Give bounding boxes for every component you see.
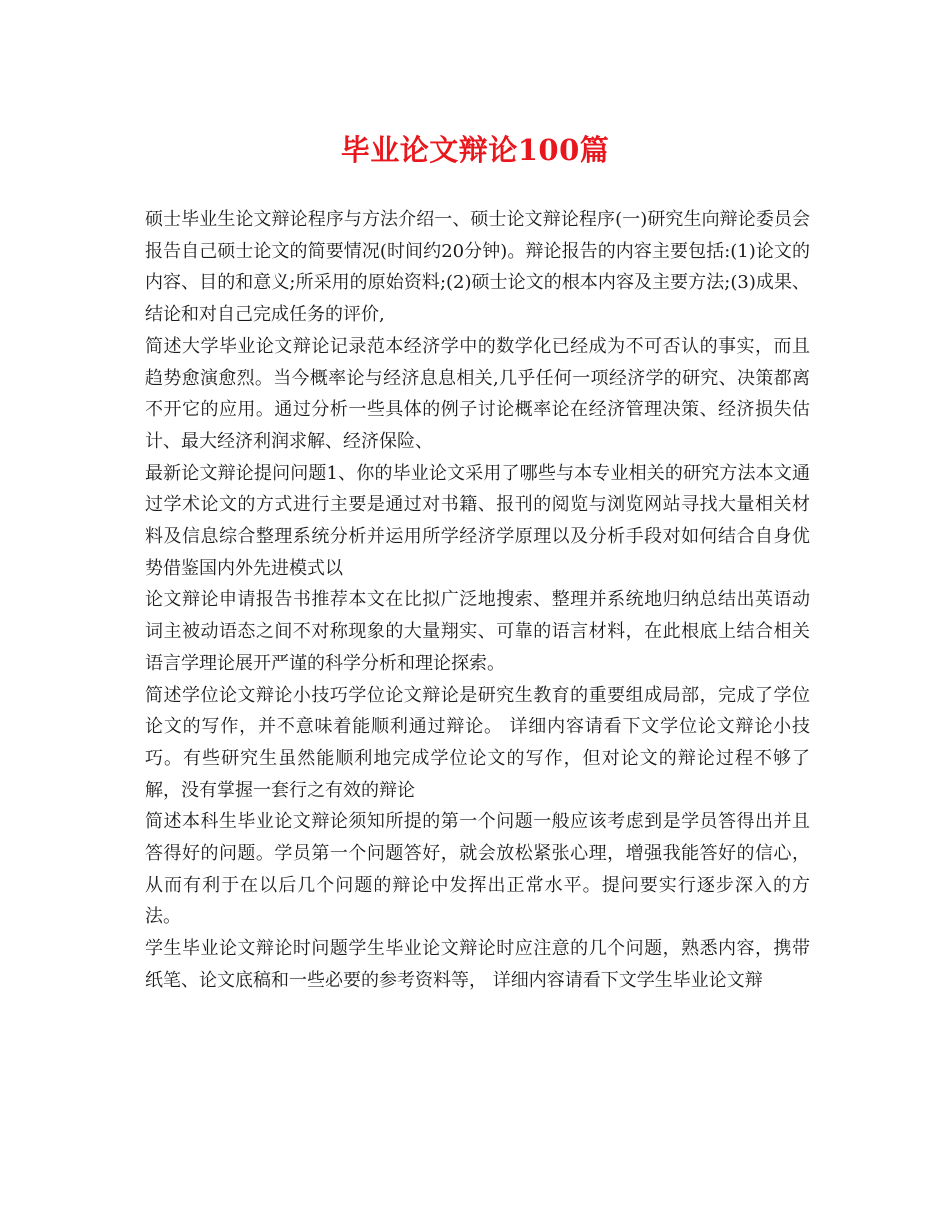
paragraph-2: 简述大学毕业论文辩论记录范本经济学中的数学化已经成为不可否认的事实，而且趋势愈演愈烈。当今概率论与经济息息相关,几乎任何一项经济学的研究、决策都离不开它的应用。通过分析一些具体的例子讨论概率论在经济管理决策、经济损失估计、最大经济利润求解、经济保险、 [145, 335, 810, 452]
document-title: 毕业论文辩论100篇 [340, 133, 610, 167]
paragraph-4: 论文辩论申请报告书推荐本文在比拟广泛地搜索、整理并系统地归纳总结出英语动词主被动语态之间不对称现象的大量翔实、可靠的语言材料，在此根底上结合相关语言学理论展开严谨的科学分析和理论探索。 [145, 589, 810, 674]
paragraph-6: 简述本科生毕业论文辩论须知所提的第一个问题一般应该考虑到是学员答得出并且答得好的问题。学员第一个问题答好，就会放松紧张心理，增强我能答好的信心，从而有利于在以后几个问题的辩论中发挥出正常水平。提问要实行逐步深入的方法。 [145, 811, 810, 928]
paragraph-7: 学生毕业论文辩论时问题学生毕业论文辩论时应注意的几个问题，熟悉内容，携带纸笔、论文底稿和一些必要的参考资料等， 详细内容请看下文学生毕业论文辩 [145, 938, 810, 991]
paragraph-1: 硕士毕业生论文辩论程序与方法介绍一、硕士论文辩论程序(一)研究生向辩论委员会报告自己硕士论文的简要情况(时间约20分钟)。辩论报告的内容主要包括:(1)论文的内容、目的和意义;所采用的原始资料;(2)硕士论文的根本内容及主要方法;(3)成果、结论和对自己完成任务的评价, [145, 209, 810, 326]
document-body [145, 204, 810, 997]
paragraph-3: 最新论文辩论提问问题1、你的毕业论文采用了哪些与本专业相关的研究方法本文通过学术论文的方式进行主要是通过对书籍、报刊的阅览与浏览网站寻找大量相关材料及信息综合整理系统分析并运用所学经济学原理以及分析手段对如何结合自身优势借鉴国内外先进模式以 [145, 462, 810, 579]
paragraph-5: 简述学位论文辩论小技巧学位论文辩论是研究生教育的重要组成局部，完成了学位论文的写作，并不意味着能顺利通过辩论。 详细内容请看下文学位论文辩论小技巧。有些研究生虽然能顺利地完成学位论文的写作，但对论文的辩论过程不够了解，没有掌握一套行之有效的辩论 [145, 684, 810, 801]
